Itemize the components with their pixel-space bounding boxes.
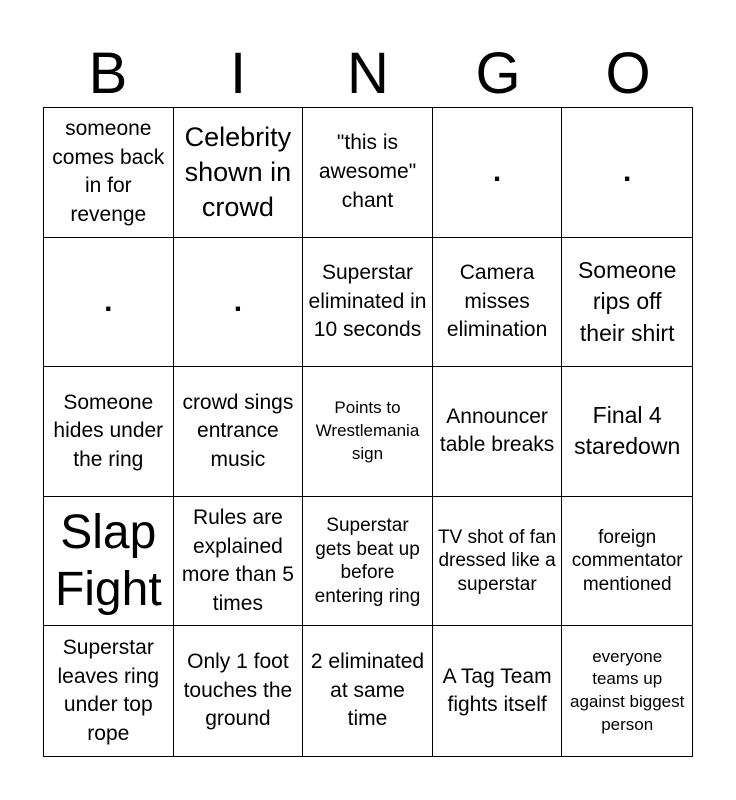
bingo-cell[interactable] xyxy=(44,108,174,238)
cell-text: . xyxy=(492,155,502,189)
bingo-cell[interactable] xyxy=(433,108,563,238)
cell-text: . xyxy=(233,284,243,318)
cell-text: . xyxy=(104,284,113,318)
bingo-cell[interactable] xyxy=(433,626,563,756)
cell-text: Rules are explained more than 5 times xyxy=(181,506,294,615)
bingo-cell[interactable] xyxy=(44,238,174,368)
bingo-cell[interactable] xyxy=(174,626,304,756)
cell-text: . xyxy=(623,155,632,189)
bingo-cell[interactable] xyxy=(303,238,433,368)
cell-text: Slap Fight xyxy=(54,505,162,617)
cell-text: Superstar gets beat up before entering ring xyxy=(314,515,421,607)
bingo-cell[interactable] xyxy=(303,497,433,627)
cell-text: Someone rips off their shirt xyxy=(577,256,677,346)
cell-text: Superstar eliminated in 10 seconds xyxy=(308,261,427,342)
bingo-cell[interactable] xyxy=(433,238,563,368)
bingo-cell[interactable] xyxy=(174,497,304,627)
bingo-cell[interactable] xyxy=(174,108,304,238)
bingo-cell[interactable] xyxy=(562,367,692,497)
bingo-cell[interactable] xyxy=(562,626,692,756)
cell-text: TV shot of fan dressed like a superstar xyxy=(437,526,557,595)
bingo-cell[interactable] xyxy=(303,108,433,238)
cell-text: Points to Wrestlemania sign xyxy=(315,398,420,463)
bingo-board xyxy=(43,107,693,757)
cell-text: Final 4 staredown xyxy=(574,402,681,460)
bingo-cell[interactable] xyxy=(562,108,692,238)
header-letter-b: B xyxy=(88,41,128,106)
bingo-cell[interactable] xyxy=(562,238,692,368)
bingo-cell[interactable] xyxy=(44,497,174,627)
bingo-cell[interactable] xyxy=(433,497,563,627)
cell-text: Camera misses elimination xyxy=(446,261,548,342)
bingo-cell[interactable] xyxy=(44,367,174,497)
cell-text: Celebrity shown in crowd xyxy=(184,122,292,222)
bingo-cell[interactable] xyxy=(303,626,433,756)
bingo-cell[interactable] xyxy=(303,367,433,497)
cell-text: everyone teams up against biggest person xyxy=(570,646,685,734)
bingo-cell[interactable] xyxy=(433,367,563,497)
cell-text: Superstar leaves ring under top rope xyxy=(57,636,160,745)
bingo-cell[interactable] xyxy=(174,367,304,497)
bingo-cell[interactable] xyxy=(44,626,174,756)
header-letter-i: I xyxy=(229,41,247,106)
bingo-header xyxy=(43,40,693,108)
cell-text: someone comes back in for revenge xyxy=(52,117,165,226)
header-letter-g: G xyxy=(475,41,521,106)
cell-text: Someone hides under the ring xyxy=(53,390,164,471)
cell-text: "this is awesome" chant xyxy=(318,131,417,212)
header-letter-n: N xyxy=(347,41,389,106)
cell-text: crowd sings entrance music xyxy=(182,390,294,471)
cell-text: foreign commentator mentioned xyxy=(571,526,683,595)
bingo-cell[interactable] xyxy=(562,497,692,627)
cell-text: Only 1 foot touches the ground xyxy=(183,650,293,731)
cell-text: Announcer table breaks xyxy=(439,404,555,457)
cell-text: A Tag Team fights itself xyxy=(442,664,552,717)
header-letter-o: O xyxy=(605,41,651,106)
bingo-cell[interactable] xyxy=(174,238,304,368)
cell-text: 2 eliminated at same time xyxy=(310,650,425,731)
